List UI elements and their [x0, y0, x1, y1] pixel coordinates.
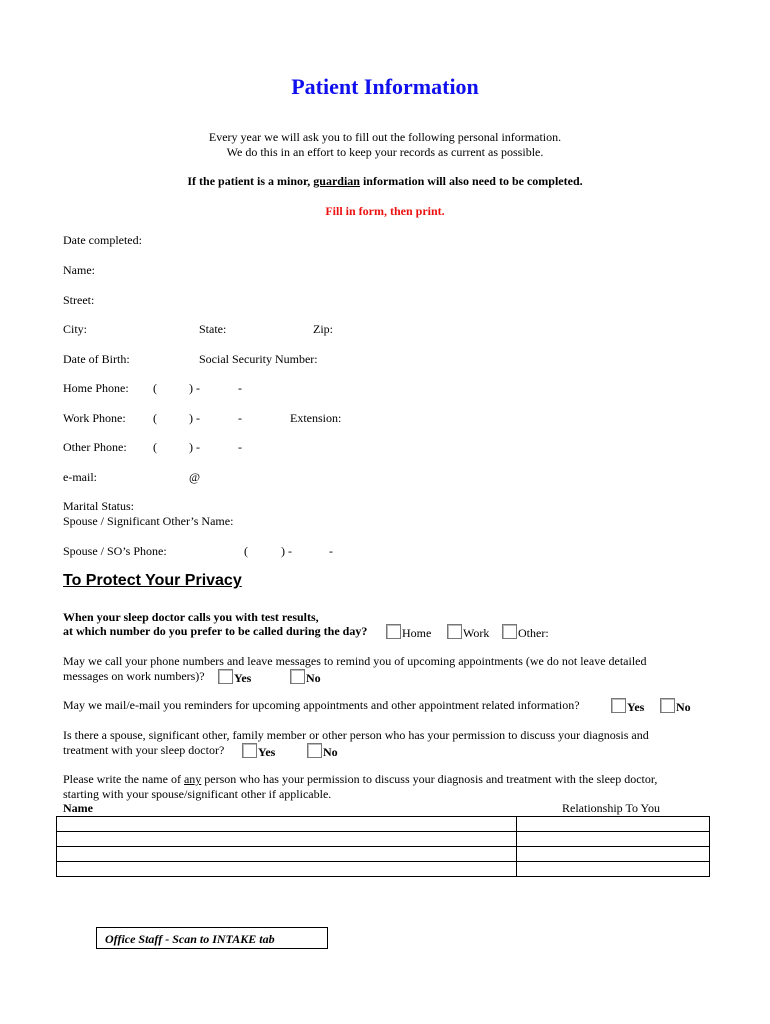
name-label: Name: — [63, 263, 95, 277]
q5-any: any — [183, 772, 202, 786]
ssn-label: Social Security Number: — [199, 352, 318, 366]
other-phone-dash: - — [238, 440, 242, 454]
q4-no[interactable] — [307, 743, 338, 760]
page-title: Patient Information — [291, 74, 479, 99]
intro-line-1: Every year we will ask you to fill out the following personal information. — [208, 130, 562, 144]
q2-yes[interactable] — [218, 669, 251, 686]
intro-line-2: We do this in an effort to keep your records as current as possible. — [226, 145, 544, 159]
spouse-phone-label: Spouse / SO’s Phone: — [63, 544, 167, 558]
state-label: State: — [199, 322, 227, 336]
other-phone-paren-open: ( — [153, 440, 157, 454]
work-phone-label: Work Phone: — [63, 411, 126, 425]
spouse-name-label: Spouse / Significant Other’s Name: — [63, 514, 234, 528]
q5-line-2: starting with your spouse/significant other if applicable. — [63, 787, 332, 801]
other-option-label: Other: — [518, 626, 549, 640]
date-completed-label: Date completed: — [63, 233, 142, 247]
other-phone-label: Other Phone: — [63, 440, 127, 454]
home-phone-dash: - — [238, 381, 242, 395]
spouse-phone-dash: - — [329, 544, 333, 558]
work-phone-paren-open: ( — [153, 411, 157, 425]
q2-no-label: No — [306, 671, 321, 685]
option-home[interactable] — [386, 624, 431, 641]
authorized-persons-table — [56, 816, 710, 877]
relationship-cell[interactable] — [517, 862, 710, 877]
column-header-relationship: Relationship To You — [562, 801, 660, 815]
spouse-phone-paren-close: ) - — [281, 544, 292, 558]
home-phone-paren-open: ( — [153, 381, 157, 395]
table-row — [57, 832, 710, 847]
privacy-heading: To Protect Your Privacy — [63, 572, 242, 589]
q5-post: person who has your permission to discuss your diagnosis and treatment with the sleep doctor, — [201, 772, 658, 786]
email-at: @ — [189, 470, 201, 484]
city-label: City: — [63, 322, 88, 336]
office-staff-note: Office Staff - Scan to INTAKE tab — [96, 927, 328, 949]
q5-line-1 — [63, 772, 657, 787]
q2-line-1: May we call your phone numbers and leave messages to remind you of upcoming appointments (we do not leave detailed — [63, 654, 647, 668]
email-label: e-mail: — [63, 470, 97, 484]
q4-yes[interactable] — [242, 743, 275, 760]
home-phone-label: Home Phone: — [63, 381, 129, 395]
q4-no-label: No — [323, 745, 338, 759]
home-option-label: Home — [402, 626, 432, 640]
q4-line-2: treatment with your sleep doctor? — [63, 743, 225, 757]
q3-yes-label: Yes — [627, 700, 645, 714]
q2-no-checkbox[interactable] — [290, 669, 305, 684]
table-row — [57, 847, 710, 862]
minor-notice — [0, 174, 770, 189]
name-cell[interactable] — [57, 862, 517, 877]
q1-line-2: at which number do you prefer to be called during the day? — [63, 624, 368, 638]
work-checkbox[interactable] — [447, 624, 462, 639]
q2-line-2: messages on work numbers)? — [63, 669, 205, 683]
q5-pre: Please write the name of — [63, 772, 184, 786]
minor-notice-post: information will also need to be completed. — [359, 174, 583, 188]
home-checkbox[interactable] — [386, 624, 401, 639]
option-work[interactable] — [447, 624, 489, 641]
zip-label: Zip: — [313, 322, 333, 336]
q4-line-1: Is there a spouse, significant other, family member or other person who has your permission to discuss your diagnosis and — [63, 728, 649, 742]
name-cell[interactable] — [57, 817, 517, 832]
q2-yes-checkbox[interactable] — [218, 669, 233, 684]
other-checkbox[interactable] — [502, 624, 517, 639]
minor-notice-pre: If the patient is a minor, — [187, 174, 314, 188]
q3-no[interactable] — [660, 698, 691, 715]
extension-label: Extension: — [290, 411, 342, 425]
q2-no[interactable] — [290, 669, 321, 686]
name-cell[interactable] — [57, 832, 517, 847]
minor-notice-guardian: guardian — [313, 174, 360, 188]
q1-line-1: When your sleep doctor calls you with test results, — [63, 610, 319, 624]
name-cell[interactable] — [57, 847, 517, 862]
table-row — [57, 862, 710, 877]
dob-label: Date of Birth: — [63, 352, 130, 366]
q1-row — [63, 624, 367, 639]
street-label: Street: — [63, 293, 95, 307]
column-header-name: Name — [63, 801, 93, 815]
other-phone-paren-close: ) - — [189, 440, 200, 454]
option-other[interactable] — [502, 624, 549, 641]
relationship-cell[interactable] — [517, 832, 710, 847]
table-row — [57, 817, 710, 832]
q3-no-label: No — [676, 700, 691, 714]
q3-yes-checkbox[interactable] — [611, 698, 626, 713]
q4-yes-label: Yes — [258, 745, 276, 759]
q4-yes-checkbox[interactable] — [242, 743, 257, 758]
relationship-cell[interactable] — [517, 817, 710, 832]
work-phone-dash: - — [238, 411, 242, 425]
fill-print-notice: Fill in form, then print. — [325, 204, 445, 218]
q3-no-checkbox[interactable] — [660, 698, 675, 713]
spouse-phone-paren-open: ( — [244, 544, 248, 558]
home-phone-paren-close: ) - — [189, 381, 200, 395]
work-option-label: Work — [463, 626, 490, 640]
q2-yes-label: Yes — [234, 671, 252, 685]
relationship-cell[interactable] — [517, 847, 710, 862]
q4-no-checkbox[interactable] — [307, 743, 322, 758]
marital-status-label: Marital Status: — [63, 499, 134, 513]
work-phone-paren-close: ) - — [189, 411, 200, 425]
q3-text: May we mail/e-mail you reminders for upcoming appointments and other appointment related information? — [63, 698, 580, 712]
q3-yes[interactable] — [611, 698, 644, 715]
